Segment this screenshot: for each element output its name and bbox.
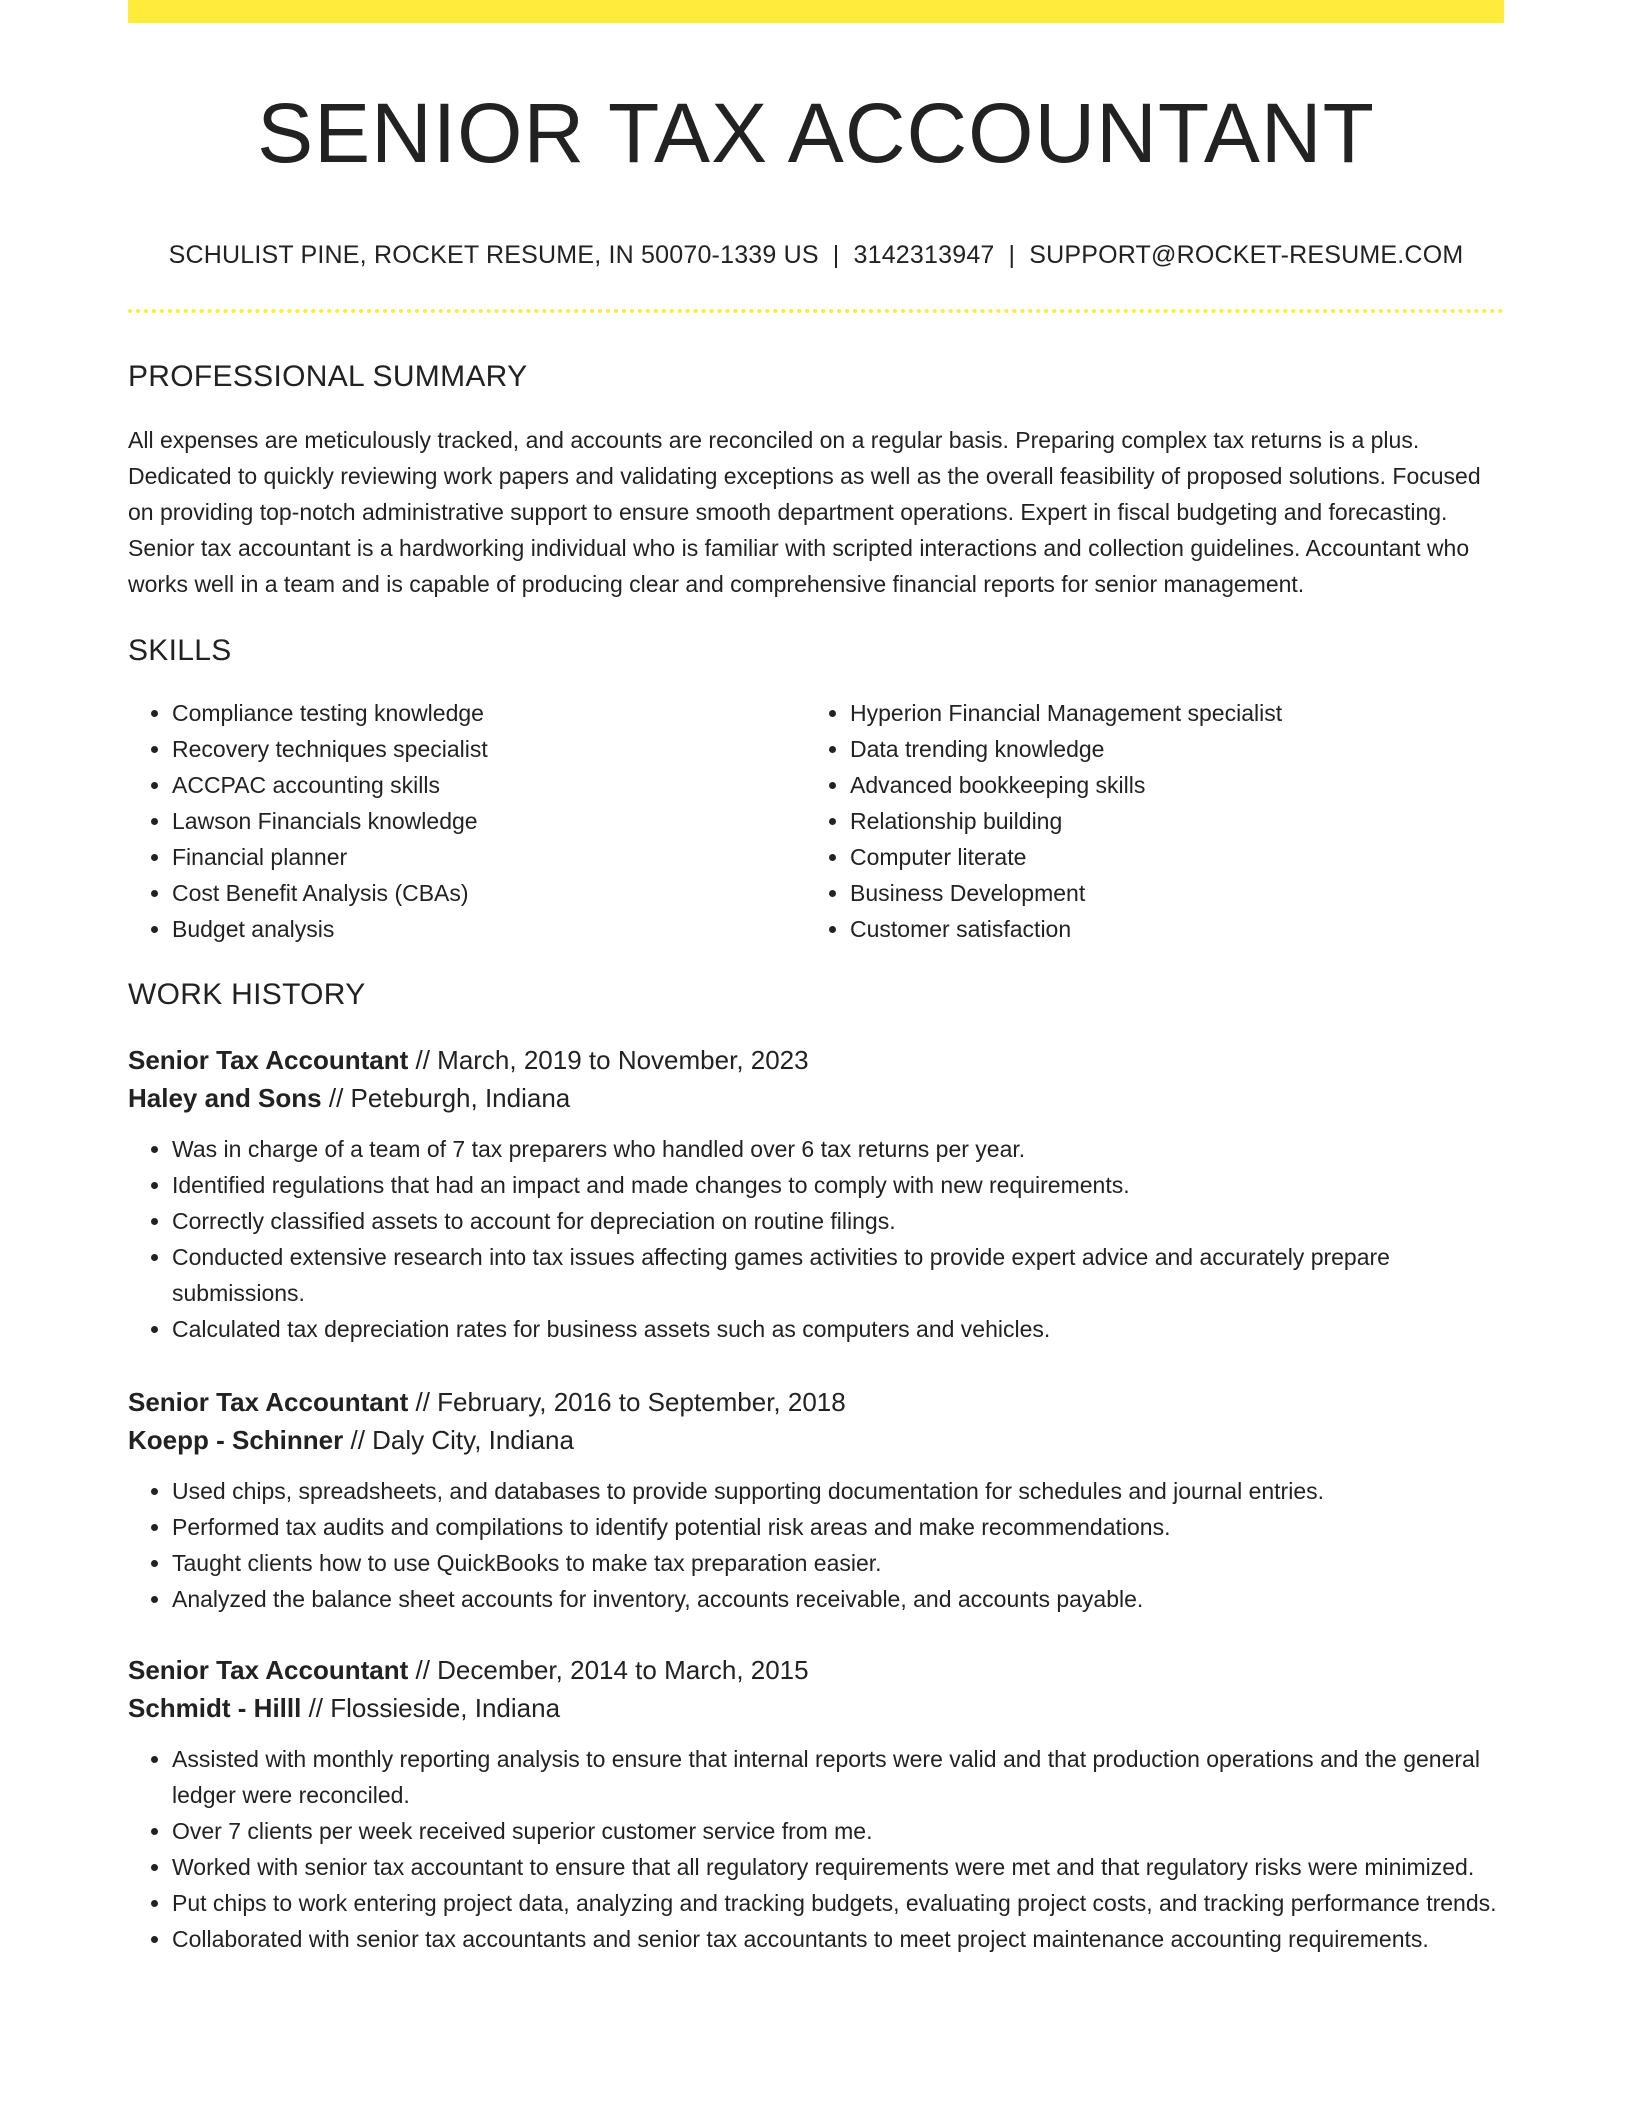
skills-column-left — [128, 695, 806, 947]
job-company-line — [128, 1421, 1504, 1459]
skill-item: • Customer satisfaction — [850, 911, 1484, 947]
skill-item: • Compliance testing knowledge — [172, 695, 806, 731]
skill-item: • Business Development — [850, 875, 1484, 911]
skill-item: • Budget analysis — [172, 911, 806, 947]
job-location: // Peteburgh, Indiana — [321, 1083, 571, 1113]
contact-separator: | — [1008, 241, 1016, 269]
contact-phone: 3142313947 — [853, 241, 995, 269]
job-bullets — [128, 1131, 1504, 1347]
job-bullet: • Over 7 clients per week received superior customer service from me. — [172, 1813, 1504, 1849]
contact-line — [128, 239, 1504, 271]
job-bullet: • Analyzed the balance sheet accounts for inventory, accounts receivable, and accounts payable. — [172, 1581, 1504, 1617]
skill-item: • Lawson Financials knowledge — [172, 803, 806, 839]
skill-item: • Data trending knowledge — [850, 731, 1484, 767]
job-bullet: • Used chips, spreadsheets, and databases to provide supporting documentation for schedules and journal entries. — [172, 1473, 1504, 1509]
job-bullet: • Put chips to work entering project data, analyzing and tracking budgets, evaluating project costs, and tracking performance trends. — [172, 1885, 1504, 1921]
job-role: Senior Tax Accountant — [128, 1387, 409, 1417]
job-role: Senior Tax Accountant — [128, 1655, 409, 1685]
job-company: Haley and Sons — [128, 1083, 322, 1113]
job-company: Schmidt - Hilll — [128, 1693, 302, 1723]
skill-item: • Financial planner — [172, 839, 806, 875]
skills-list — [128, 695, 1504, 947]
resume-title: SENIOR TAX ACCOUNTANT — [257, 86, 1375, 180]
job-bullet: • Taught clients how to use QuickBooks to make tax preparation easier. — [172, 1545, 1504, 1581]
job-company-line — [128, 1689, 1504, 1727]
job-bullet: • Performed tax audits and compilations to identify potential risk areas and make recommendations. — [172, 1509, 1504, 1545]
job-dates: // February, 2016 to September, 2018 — [408, 1387, 846, 1417]
job-role-line — [128, 1041, 1504, 1079]
dotted-divider — [128, 309, 1504, 313]
job-location: // Daly City, Indiana — [343, 1425, 574, 1455]
job-entry — [128, 1041, 1504, 1347]
job-bullet: • Was in charge of a team of 7 tax preparers who handled over 6 tax returns per year. — [172, 1131, 1504, 1167]
job-company: Koepp - Schinner — [128, 1425, 344, 1455]
job-dates: // December, 2014 to March, 2015 — [408, 1655, 809, 1685]
skill-item: • Hyperion Financial Management specialist — [850, 695, 1484, 731]
job-dates: // March, 2019 to November, 2023 — [408, 1045, 809, 1075]
skill-item: • ACCPAC accounting skills — [172, 767, 806, 803]
summary-heading: PROFESSIONAL SUMMARY — [128, 360, 528, 393]
job-role-line — [128, 1651, 1504, 1689]
accent-bar — [128, 0, 1504, 23]
skill-item: • Recovery techniques specialist — [172, 731, 806, 767]
resume-page — [128, 0, 1504, 1957]
job-bullet: • Assisted with monthly reporting analysis to ensure that internal reports were valid and that production operations and the general ledger were reconciled. — [172, 1741, 1504, 1813]
job-bullet: • Collaborated with senior tax accountants and senior tax accountants to meet project maintenance accounting requirements. — [172, 1921, 1504, 1957]
job-entry — [128, 1383, 1504, 1617]
skill-item: • Computer literate — [850, 839, 1484, 875]
contact-email: SUPPORT@ROCKET-RESUME.COM — [1029, 241, 1464, 269]
skill-item: • Cost Benefit Analysis (CBAs) — [172, 875, 806, 911]
skills-column-right — [806, 695, 1484, 947]
job-role: Senior Tax Accountant — [128, 1045, 409, 1075]
job-bullets — [128, 1473, 1504, 1617]
job-bullet: • Correctly classified assets to account for depreciation on routine filings. — [172, 1203, 1504, 1239]
contact-separator: | — [832, 241, 840, 269]
job-company-line — [128, 1079, 1504, 1117]
summary-text: All expenses are meticulously tracked, and accounts are reconciled on a regular basis. Preparing complex tax returns is a plus. Dedicated to quickly reviewing work papers and validating exceptions as well as the overall feasibility of proposed solutions. Focused on providing top-notch administrative support to ensure smooth department operations. Expert in fiscal budgeting and forecasting. Senior tax accountant is a hardworking individual who is familiar with scripted interactions and collection guidelines. Accountant who works well in a team and is capable of producing clear and comprehensive financial reports for senior management. — [128, 427, 1481, 597]
contact-address: SCHULIST PINE, ROCKET RESUME, IN 50070-1339 US — [168, 241, 819, 269]
work-history-heading: WORK HISTORY — [128, 978, 366, 1011]
skill-item: • Advanced bookkeeping skills — [850, 767, 1484, 803]
skills-heading: SKILLS — [128, 634, 232, 667]
job-entry — [128, 1651, 1504, 1957]
job-role-line — [128, 1383, 1504, 1421]
skill-item: • Relationship building — [850, 803, 1484, 839]
job-bullet: • Identified regulations that had an impact and made changes to comply with new requirements. — [172, 1167, 1504, 1203]
job-bullets — [128, 1741, 1504, 1957]
job-bullet: • Worked with senior tax accountant to ensure that all regulatory requirements were met and that regulatory risks were minimized. — [172, 1849, 1504, 1885]
job-location: // Flossieside, Indiana — [301, 1693, 561, 1723]
job-bullet: • Conducted extensive research into tax issues affecting games activities to provide expert advice and accurately prepare submissions. — [172, 1239, 1504, 1311]
job-bullet: • Calculated tax depreciation rates for business assets such as computers and vehicles. — [172, 1311, 1504, 1347]
